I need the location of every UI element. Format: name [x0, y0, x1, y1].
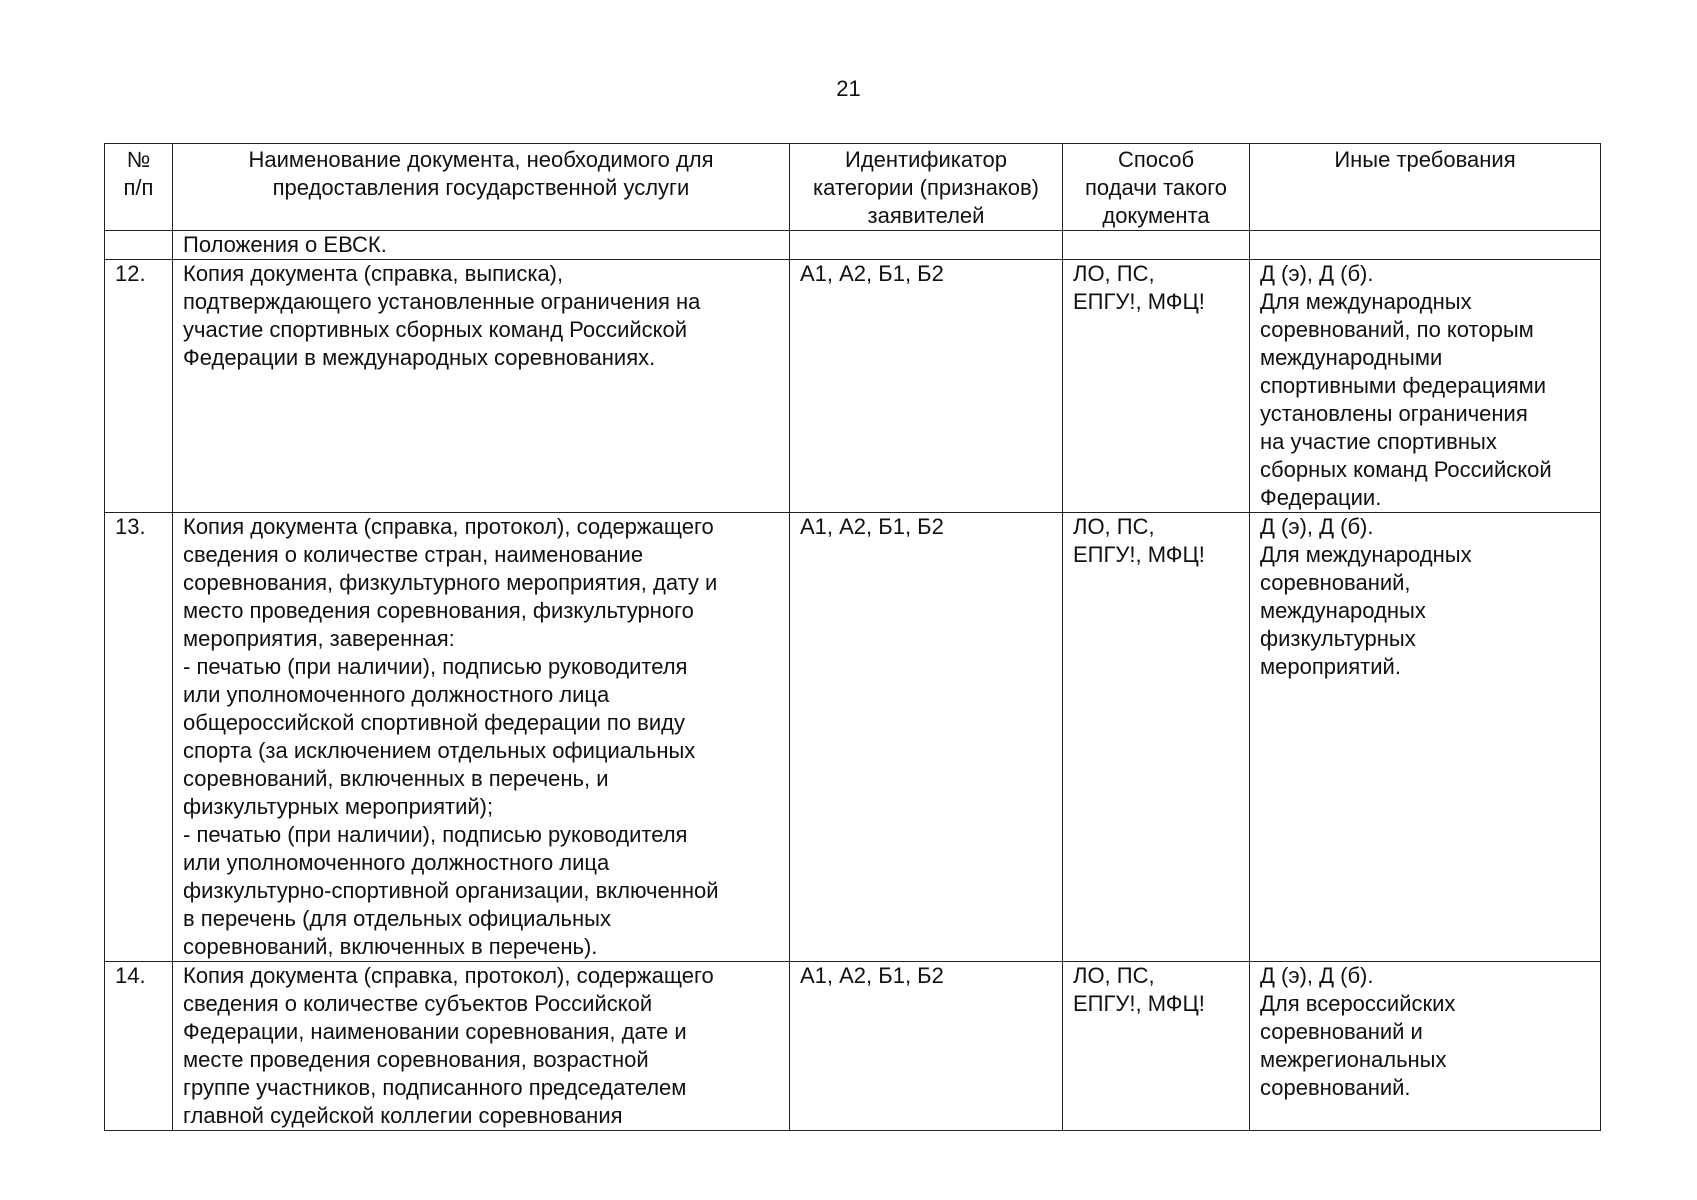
header-document-name: Наименование документа, необходимого для предоставления государственной услуги: [173, 144, 790, 231]
row-submission-method: ЛО, ПС, ЕПГУ!, МФЦ!: [1063, 513, 1250, 962]
header-number: № п/п: [105, 144, 173, 231]
row-submission-method: ЛО, ПС, ЕПГУ!, МФЦ!: [1063, 260, 1250, 513]
row-number: 14.: [105, 962, 173, 1131]
header-submission-method: Способ подачи такого документа: [1063, 144, 1250, 231]
row-category-id: А1, А2, Б1, Б2: [790, 260, 1063, 513]
row-number: 13.: [105, 513, 173, 962]
table-row: [105, 231, 1601, 260]
documents-table: [104, 143, 1601, 1131]
row-category-id: А1, А2, Б1, Б2: [790, 513, 1063, 962]
row-document-name: Копия документа (справка, протокол), содержащего сведения о количестве стран, наименование соревнования, физкультурного мероприятия, дату и место проведения соревнования, физкультурного мероприятия, заверенная: - печатью (при наличии), подписью руководителя или уполномоченного должностного лица общероссийской спортивной федерации по виду спорта (за исключением отдельных официальных соревнований, включенных в перечень, и физкультурных мероприятий); - печатью (при наличии), подписью руководителя или уполномоченного должностного лица физкультурно-спортивной организации, включенной в перечень (для отдельных официальных соревнований, включенных в перечень).: [173, 513, 790, 962]
row-document-name: Копия документа (справка, протокол), содержащего сведения о количестве субъектов Российской Федерации, наименовании соревнования, дате и месте проведения соревнования, возрастной группе участников, подписанного председателем главной судейской коллегии соревнования: [173, 962, 790, 1131]
row-category-id: А1, А2, Б1, Б2: [790, 962, 1063, 1131]
table-row: [105, 513, 1601, 962]
table-row: [105, 962, 1601, 1131]
header-other-requirements: Иные требования: [1250, 144, 1601, 231]
row-category-id: [790, 231, 1063, 260]
row-submission-method: [1063, 231, 1250, 260]
header-category-id: Идентификатор категории (признаков) заявителей: [790, 144, 1063, 231]
row-number: [105, 231, 173, 260]
table-header-row: [105, 144, 1601, 231]
row-document-name: Копия документа (справка, выписка), подтверждающего установленные ограничения на участие спортивных сборных команд Российской Федерации в международных соревнованиях.: [173, 260, 790, 513]
row-submission-method: ЛО, ПС, ЕПГУ!, МФЦ!: [1063, 962, 1250, 1131]
row-other-requirements: Д (э), Д (б). Для всероссийских соревнований и межрегиональных соревнований.: [1250, 962, 1601, 1131]
row-document-name: Положения о ЕВСК.: [173, 231, 790, 260]
row-other-requirements: [1250, 231, 1601, 260]
page-number: 21: [836, 76, 861, 101]
row-number: 12.: [105, 260, 173, 513]
row-other-requirements: Д (э), Д (б). Для международных соревнований, по которым международными спортивными федерациями установлены ограничения на участие спортивных сборных команд Российской Федерации.: [1250, 260, 1601, 513]
table-row: [105, 260, 1601, 513]
row-other-requirements: Д (э), Д (б). Для международных соревнований, международных физкультурных мероприятий.: [1250, 513, 1601, 962]
